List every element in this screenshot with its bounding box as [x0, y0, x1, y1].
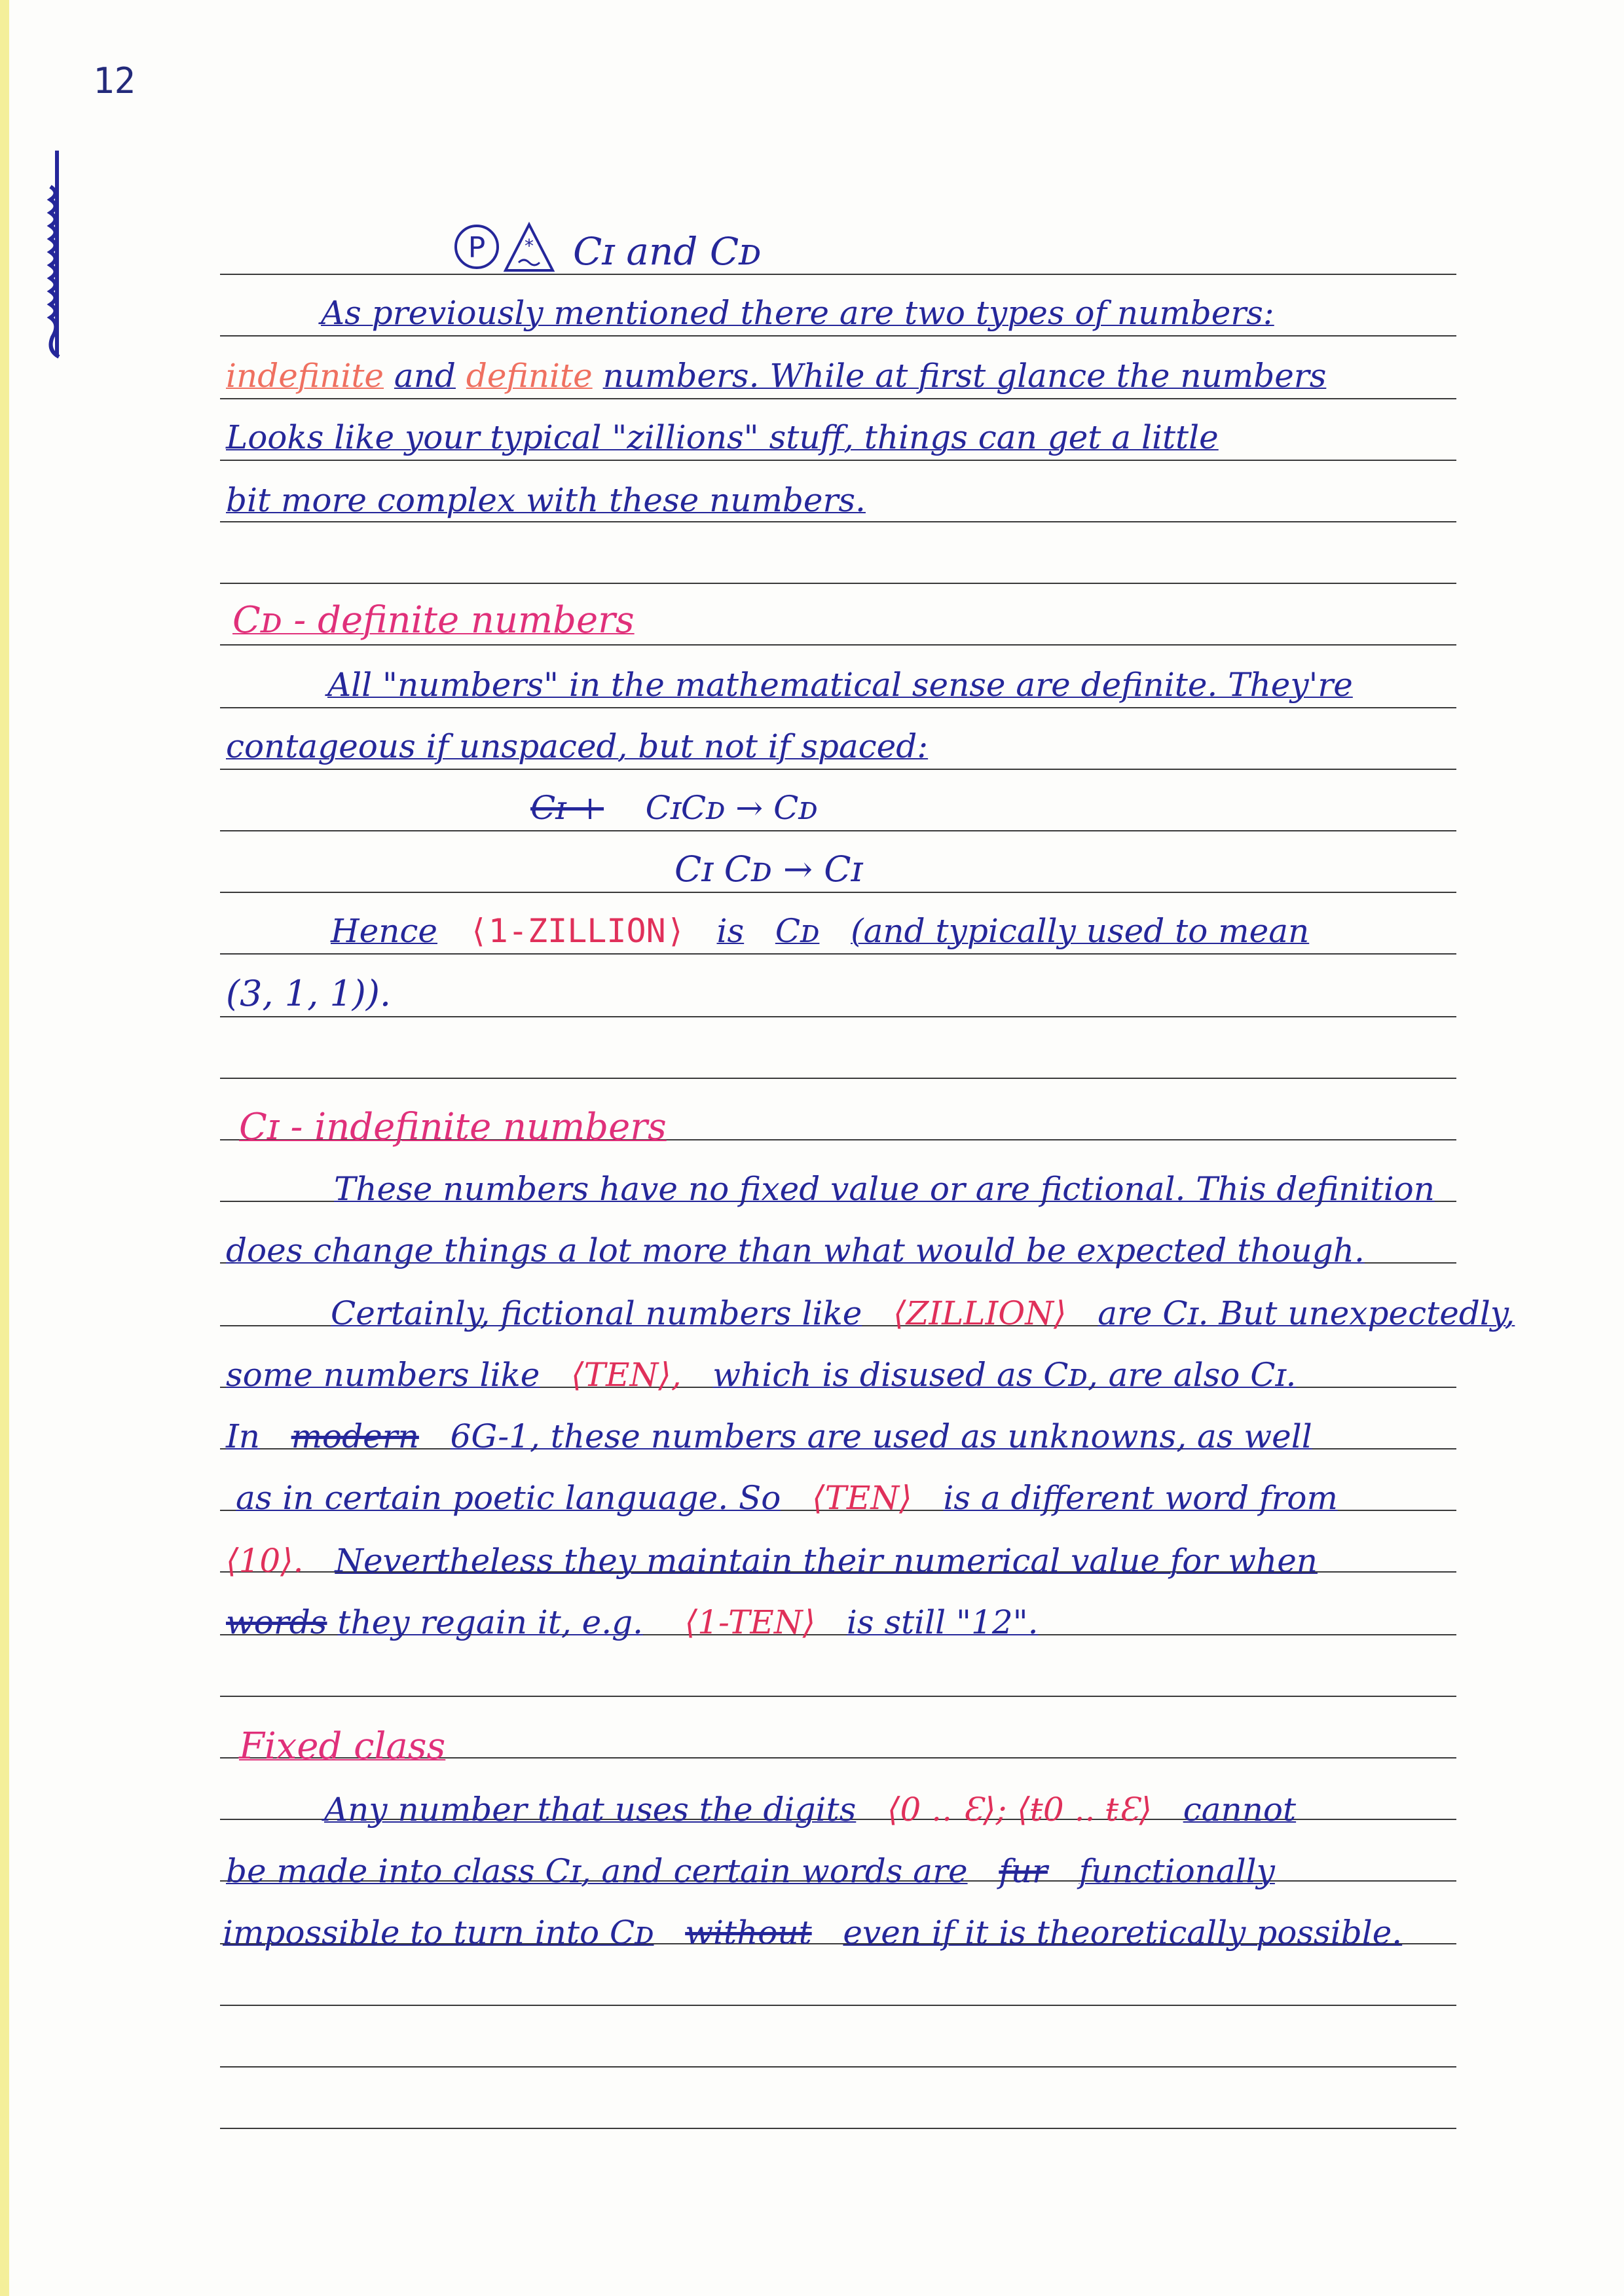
svg-text:P: P — [468, 231, 486, 264]
ruled-line — [220, 644, 1456, 646]
term-ten: ⟨TEN⟩, — [571, 1356, 682, 1394]
ruled-line — [220, 1016, 1456, 1017]
formula-2: Cɪ Cᴅ → Cɪ — [674, 848, 862, 890]
ci-line-6: as in certain poetic language. So ⟨TEN⟩ is a different word from — [236, 1479, 1338, 1517]
formula-1: Cɪ + CɪCᴅ → Cᴅ — [530, 789, 818, 827]
ruled-line — [220, 583, 1456, 584]
ruled-line — [220, 274, 1456, 275]
ruled-line — [220, 398, 1456, 399]
ci-line-1: These numbers have no fixed value or are fictional. This definition — [334, 1170, 1435, 1208]
term-indefinite: indefinite — [226, 357, 384, 395]
term-1-zillion: ⟨1-ZILLION⟩ — [468, 912, 686, 950]
struck-word: words — [226, 1603, 327, 1641]
ruled-line — [220, 1696, 1456, 1697]
section-heading-indefinite: Cɪ - indefinite numbers — [239, 1106, 667, 1148]
term-1-ten: ⟨1-TEN⟩ — [684, 1603, 816, 1641]
cd-line-2: contageous if unspaced, but not if spaced: — [226, 727, 929, 765]
p-triangle-logo-icon — [452, 219, 557, 275]
ruled-line — [220, 892, 1456, 893]
intro-line-3: Looks like your typical "zillions" stuff, things can get a little — [226, 418, 1219, 456]
cd-line-1: All "numbers" in the mathematical sense are definite. They're — [327, 666, 1353, 704]
formula-1-struck: Cɪ + — [530, 789, 604, 827]
intro-line-2: indefinite and definite numbers. While at first glance the numbers — [226, 357, 1327, 395]
ruled-line — [220, 1078, 1456, 1079]
term-ten-2: ⟨TEN⟩ — [812, 1479, 912, 1517]
ruled-line — [220, 460, 1456, 461]
ci-line-2: does change things a lot more than what would be expected though. — [226, 1231, 1365, 1269]
ruled-line — [220, 2128, 1456, 2129]
ruled-line — [220, 769, 1456, 770]
page-title: Cɪ and Cᴅ — [573, 229, 762, 274]
section-heading-fixed-class: Fixed class — [239, 1725, 446, 1768]
ruled-line — [220, 953, 1456, 955]
section-heading-definite: Cᴅ - definite numbers — [232, 599, 635, 642]
page-number: 12 — [93, 60, 136, 101]
term-zillion: ⟨ZILLION⟩ — [893, 1294, 1067, 1332]
svg-text:*: * — [525, 235, 534, 257]
ruled-line — [220, 830, 1456, 831]
struck-word: without — [685, 1914, 812, 1952]
fixed-line-1: Any number that uses the digits ⟨0 .. Ɛ⟩; ⟨ŧ0 .. ŧƐ⟩ cannot — [324, 1791, 1297, 1829]
ci-line-3: Certainly, fictional numbers like ⟨ZILLION⟩ are Cɪ. But unexpectedly, — [331, 1294, 1515, 1332]
page-edge — [0, 0, 9, 2296]
term-10: ⟨10⟩. — [226, 1542, 304, 1580]
ruled-line — [220, 2066, 1456, 2068]
ci-line-8: words they regain it, e.g. ⟨1-TEN⟩ is still "12". — [226, 1603, 1039, 1641]
cd-line-3: Hence ⟨1-ZILLION⟩ is Cᴅ (and typically used to mean — [331, 912, 1310, 950]
ruled-line — [220, 2005, 1456, 2006]
ruled-line — [220, 521, 1456, 522]
ruled-line — [220, 707, 1456, 708]
fixed-line-2: be made into class Cɪ, and certain words are fur functionally — [226, 1852, 1275, 1890]
intro-line-1: As previously mentioned there are two types of numbers: — [321, 294, 1274, 332]
intro-line-4: bit more complex with these numbers. — [226, 481, 866, 519]
ci-line-4: some numbers like ⟨TEN⟩, which is disused as Cᴅ, are also Cɪ. — [226, 1356, 1297, 1394]
struck-word: modern — [291, 1417, 419, 1455]
margin-scribble — [41, 147, 73, 363]
ci-line-7: ⟨10⟩. Nevertheless they maintain their numerical value for when — [226, 1542, 1318, 1580]
cd-line-4: (3, 1, 1)). — [226, 973, 392, 1014]
ruled-line — [220, 335, 1456, 337]
term-definite: definite — [466, 357, 593, 395]
struck-word: fur — [999, 1852, 1048, 1890]
term-digits: ⟨0 .. Ɛ⟩; ⟨ŧ0 .. ŧƐ⟩ — [887, 1791, 1152, 1829]
fixed-line-3: impossible to turn into Cᴅ without even if it is theoretically possible. — [223, 1914, 1403, 1952]
ci-line-5: In modern 6G-1, these numbers are used as unknowns, as well — [226, 1417, 1312, 1455]
